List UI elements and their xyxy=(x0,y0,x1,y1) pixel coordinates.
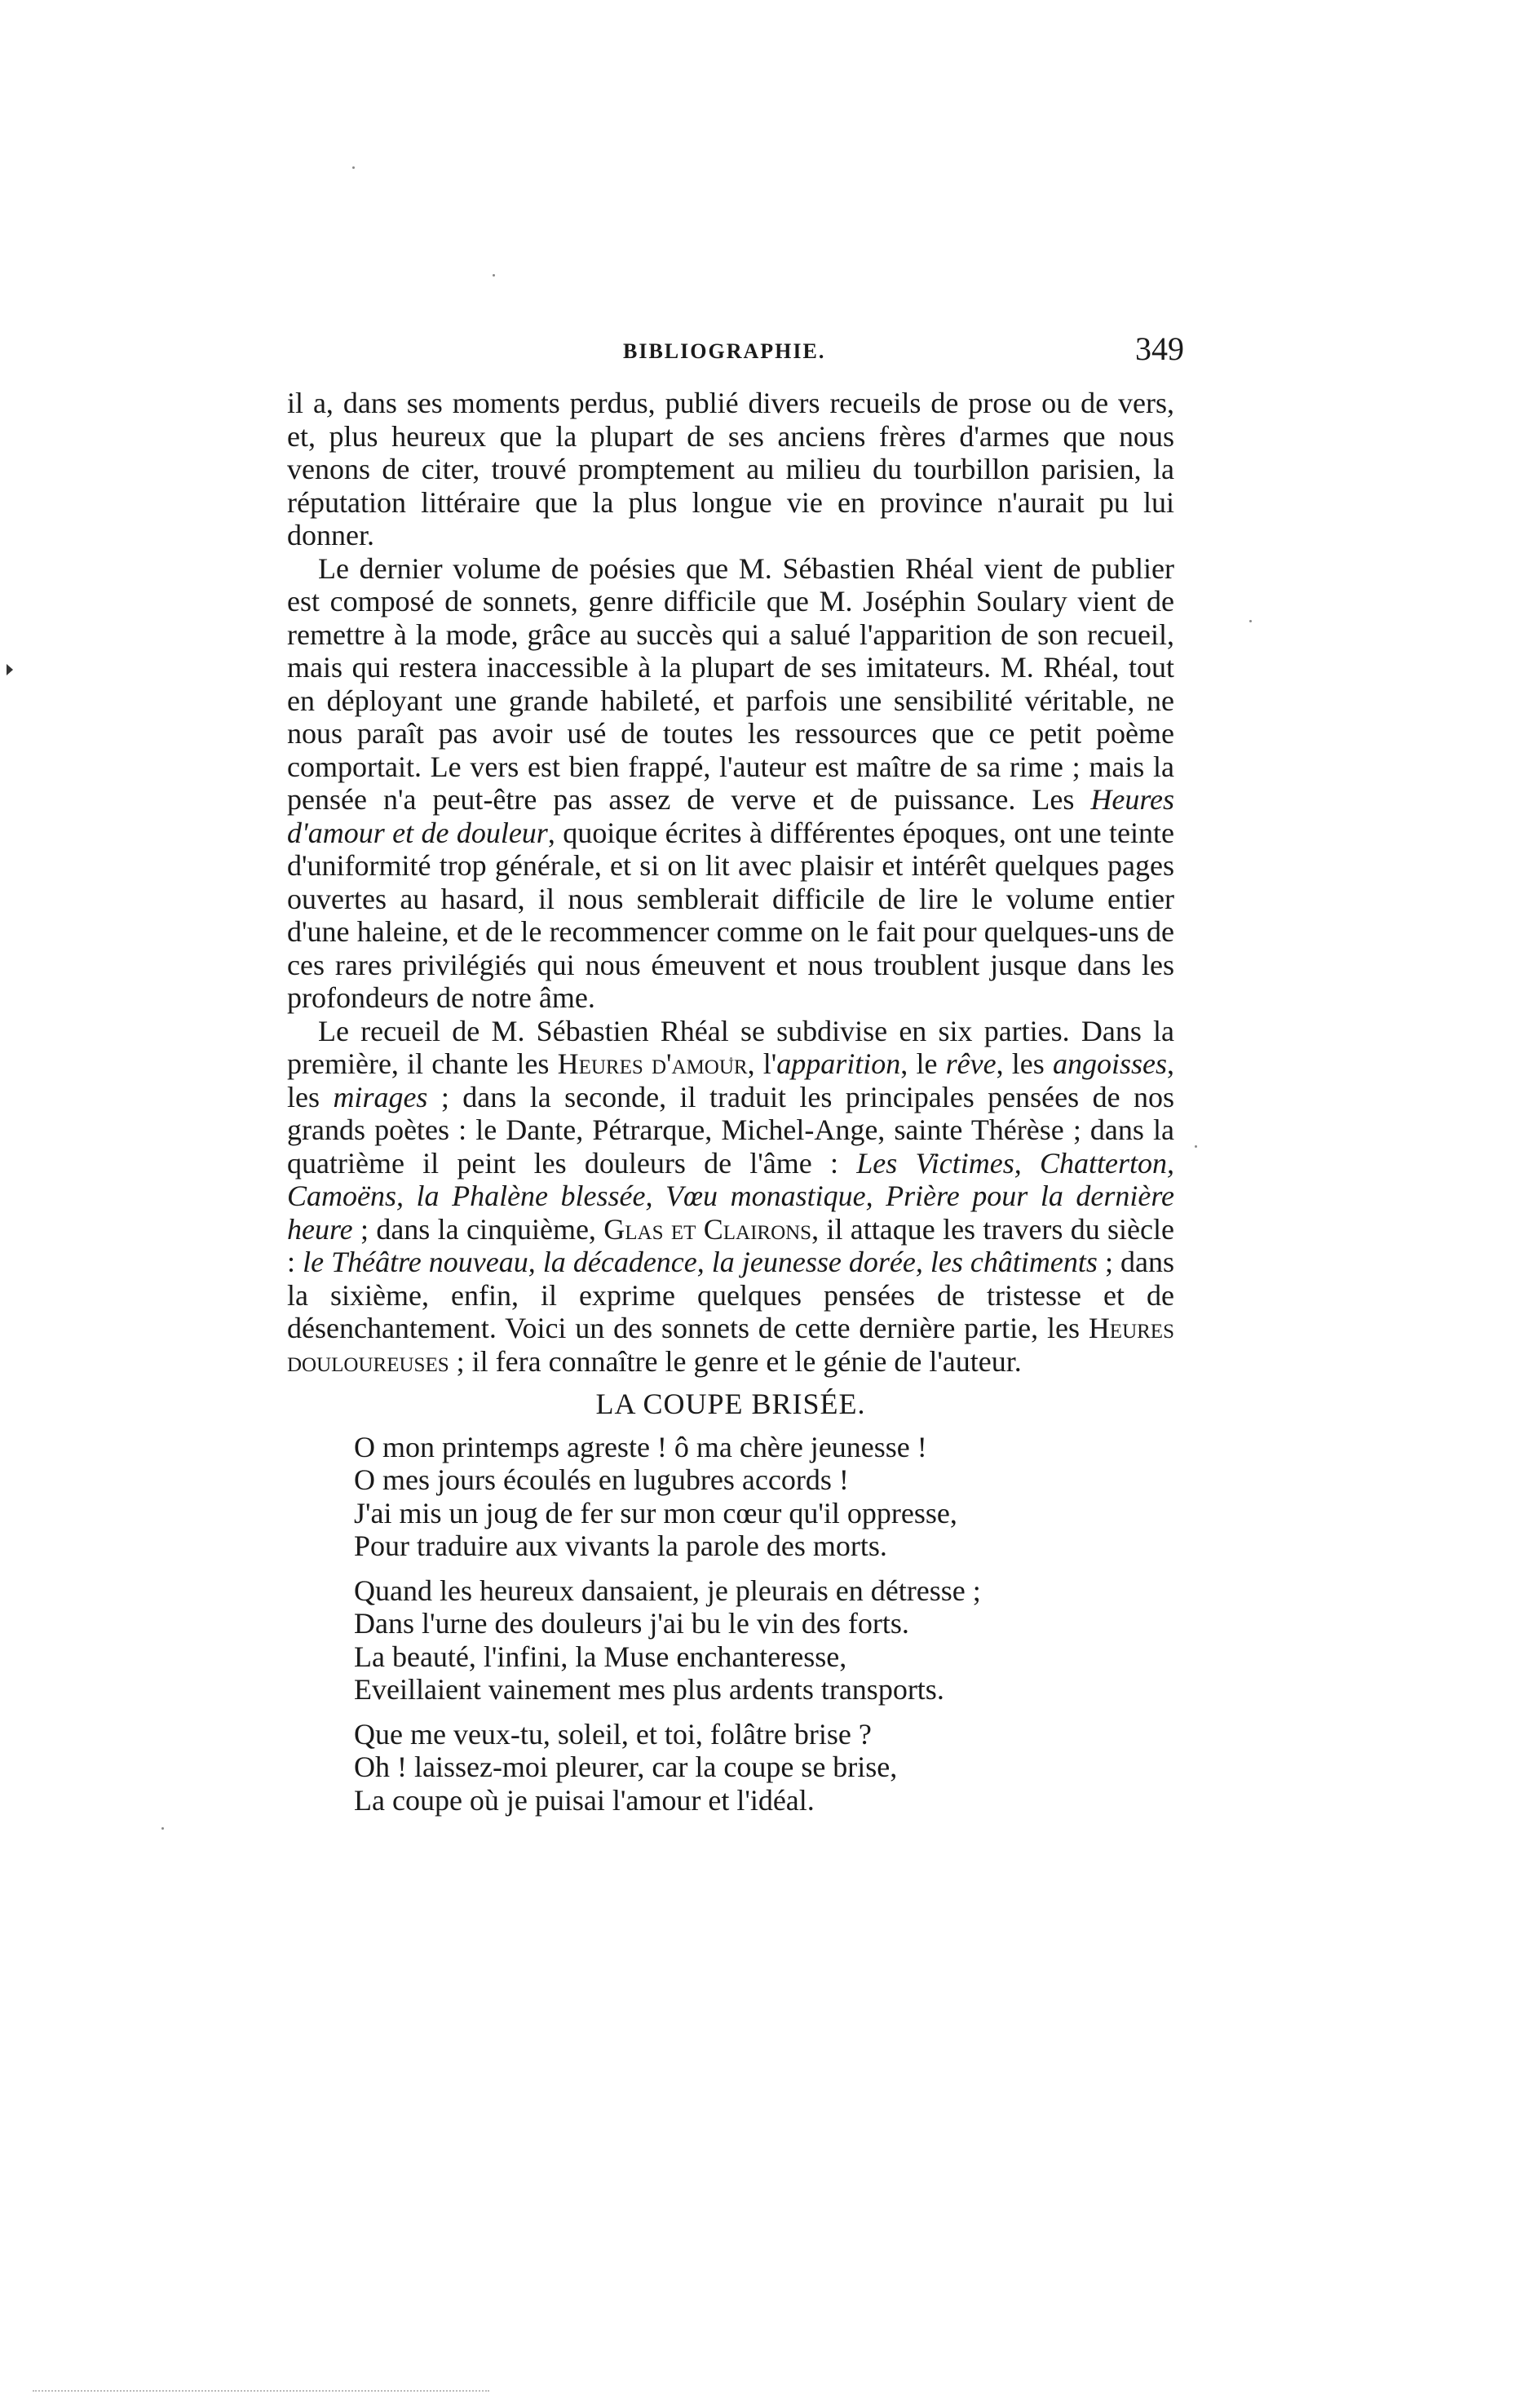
body-text xyxy=(287,387,1174,1828)
speck-1 xyxy=(352,166,355,169)
poem-line: Oh ! laissez-moi pleurer, car la coupe se brise, xyxy=(354,1751,898,1783)
running-title: BIBLIOGRAPHIE. xyxy=(623,339,826,363)
stanza-2 xyxy=(354,1574,1174,1706)
paragraph-3: Le recueil de M. Sébastien Rhéal se subdivise en six parties. Dans la première, il chante les Heures d'amour, l'apparition, le rêve, les angoisses, les mirages ; dans la seconde, il traduit les principales pensées de nos grands poètes : le Dante, Pétrarque, Michel-Ange, sainte Thérèse ; dans la quatrième il peint les douleurs de l'âme : Les Victimes, Chatterton, Camoëns, la Phalène blessée, Vœu monastique, Prière pour la dernière heure ; dans la cinquième, Glas et Clairons, il attaque les travers du siècle : le Théâtre nouveau, la décadence, la jeunesse dorée, les châtiments ; dans la sixième, enfin, il exprime quelques pensées de tristesse et de désenchantement. Voici un des sonnets de cette dernière partie, les Heures douloureuses ; il fera connaître le genre et le génie de l'auteur. xyxy=(287,1014,1175,1378)
page-number: 349 xyxy=(1135,330,1184,367)
running-head xyxy=(287,330,1184,378)
speck-2 xyxy=(493,274,495,277)
paragraph-2: Le dernier volume de poésies que M. Sébastien Rhéal vient de publier est composé de sonnets, genre difficile que M. Joséphin Soulary vient de remettre à la mode, grâce au succès qui a salué l'apparition de son recueil, mais qui restera inaccessible à la plupart de ses imitateurs. M. Rhéal, tout en déployant une grande habileté, et parfois une sensibilité véritable, ne nous paraît pas avoir usé de toutes les ressources que ce petit poème comportait. Le vers est bien frappé, l'auteur est maître de sa rime ; mais la pensée n'a peut-être pas assez de verve et de puissance. Les Heures d'amour et de douleur, quoique écrites à différentes époques, ont une teinte d'uniformité trop générale, et si on lit avec plaisir et intérêt quelques pages ouvertes au hasard, il nous semblerait difficile de lire le volume entier d'une haleine, et de le recommencer comme on le fait pour quelques-uns de ces rares privilégiés qui nous émeuvent et nous troublent jusque dans les profondeurs de notre âme. xyxy=(287,551,1175,1014)
margin-marker-icon xyxy=(7,664,13,675)
speck-3 xyxy=(1249,620,1252,622)
section-heures-amour: Heures d'amour xyxy=(557,1047,748,1080)
poem-title: LA COUPE BRISÉE. xyxy=(595,1388,866,1420)
poem xyxy=(354,1431,1174,1817)
poem-line: O mes jours écoulés en lugubres accords ! xyxy=(354,1463,849,1496)
stanza-3 xyxy=(354,1718,1174,1817)
speck-6 xyxy=(161,1827,164,1830)
poem-line: Que me veux-tu, soleil, et toi, folâtre brise ? xyxy=(354,1717,872,1751)
book-title-italic: Heures d'amour et de douleur xyxy=(287,783,1174,849)
section-glas-clairons: Glas et Clairons xyxy=(603,1212,812,1246)
stanza-1 xyxy=(354,1431,1174,1563)
poem-line: J'ai mis un joug de fer sur mon cœur qu'il oppresse, xyxy=(354,1496,957,1529)
poem-line: La beauté, l'infini, la Muse enchanteresse, xyxy=(354,1640,847,1673)
poem-line: La coupe où je puisai l'amour et l'idéal. xyxy=(354,1783,815,1817)
poem-line: Pour traduire aux vivants la parole des morts. xyxy=(354,1529,887,1562)
bottom-scan-rule xyxy=(33,2390,489,2392)
poem-line: Quand les heureux dansaient, je pleurais en détresse ; xyxy=(354,1574,981,1607)
paragraph-1: il a, dans ses moments perdus, publié divers recueils de prose ou de vers, et, plus heureux que la plupart de ses anciens frères d'armes que nous venons de citer, trouvé promptement au milieu du tourbillon parisien, la réputation littéraire que la plus longue vie en province n'aurait pu lui donner. xyxy=(287,387,1174,551)
speck-5 xyxy=(1195,1145,1197,1148)
poem-line: O mon printemps agreste ! ô ma chère jeunesse ! xyxy=(354,1430,927,1463)
section-heures-douloureuses: Heures douloureuses xyxy=(287,1312,1174,1378)
poem-line: Dans l'urne des douleurs j'ai bu le vin des forts. xyxy=(354,1607,909,1640)
poem-line: Eveillaient vainement mes plus ardents transports. xyxy=(354,1673,944,1706)
